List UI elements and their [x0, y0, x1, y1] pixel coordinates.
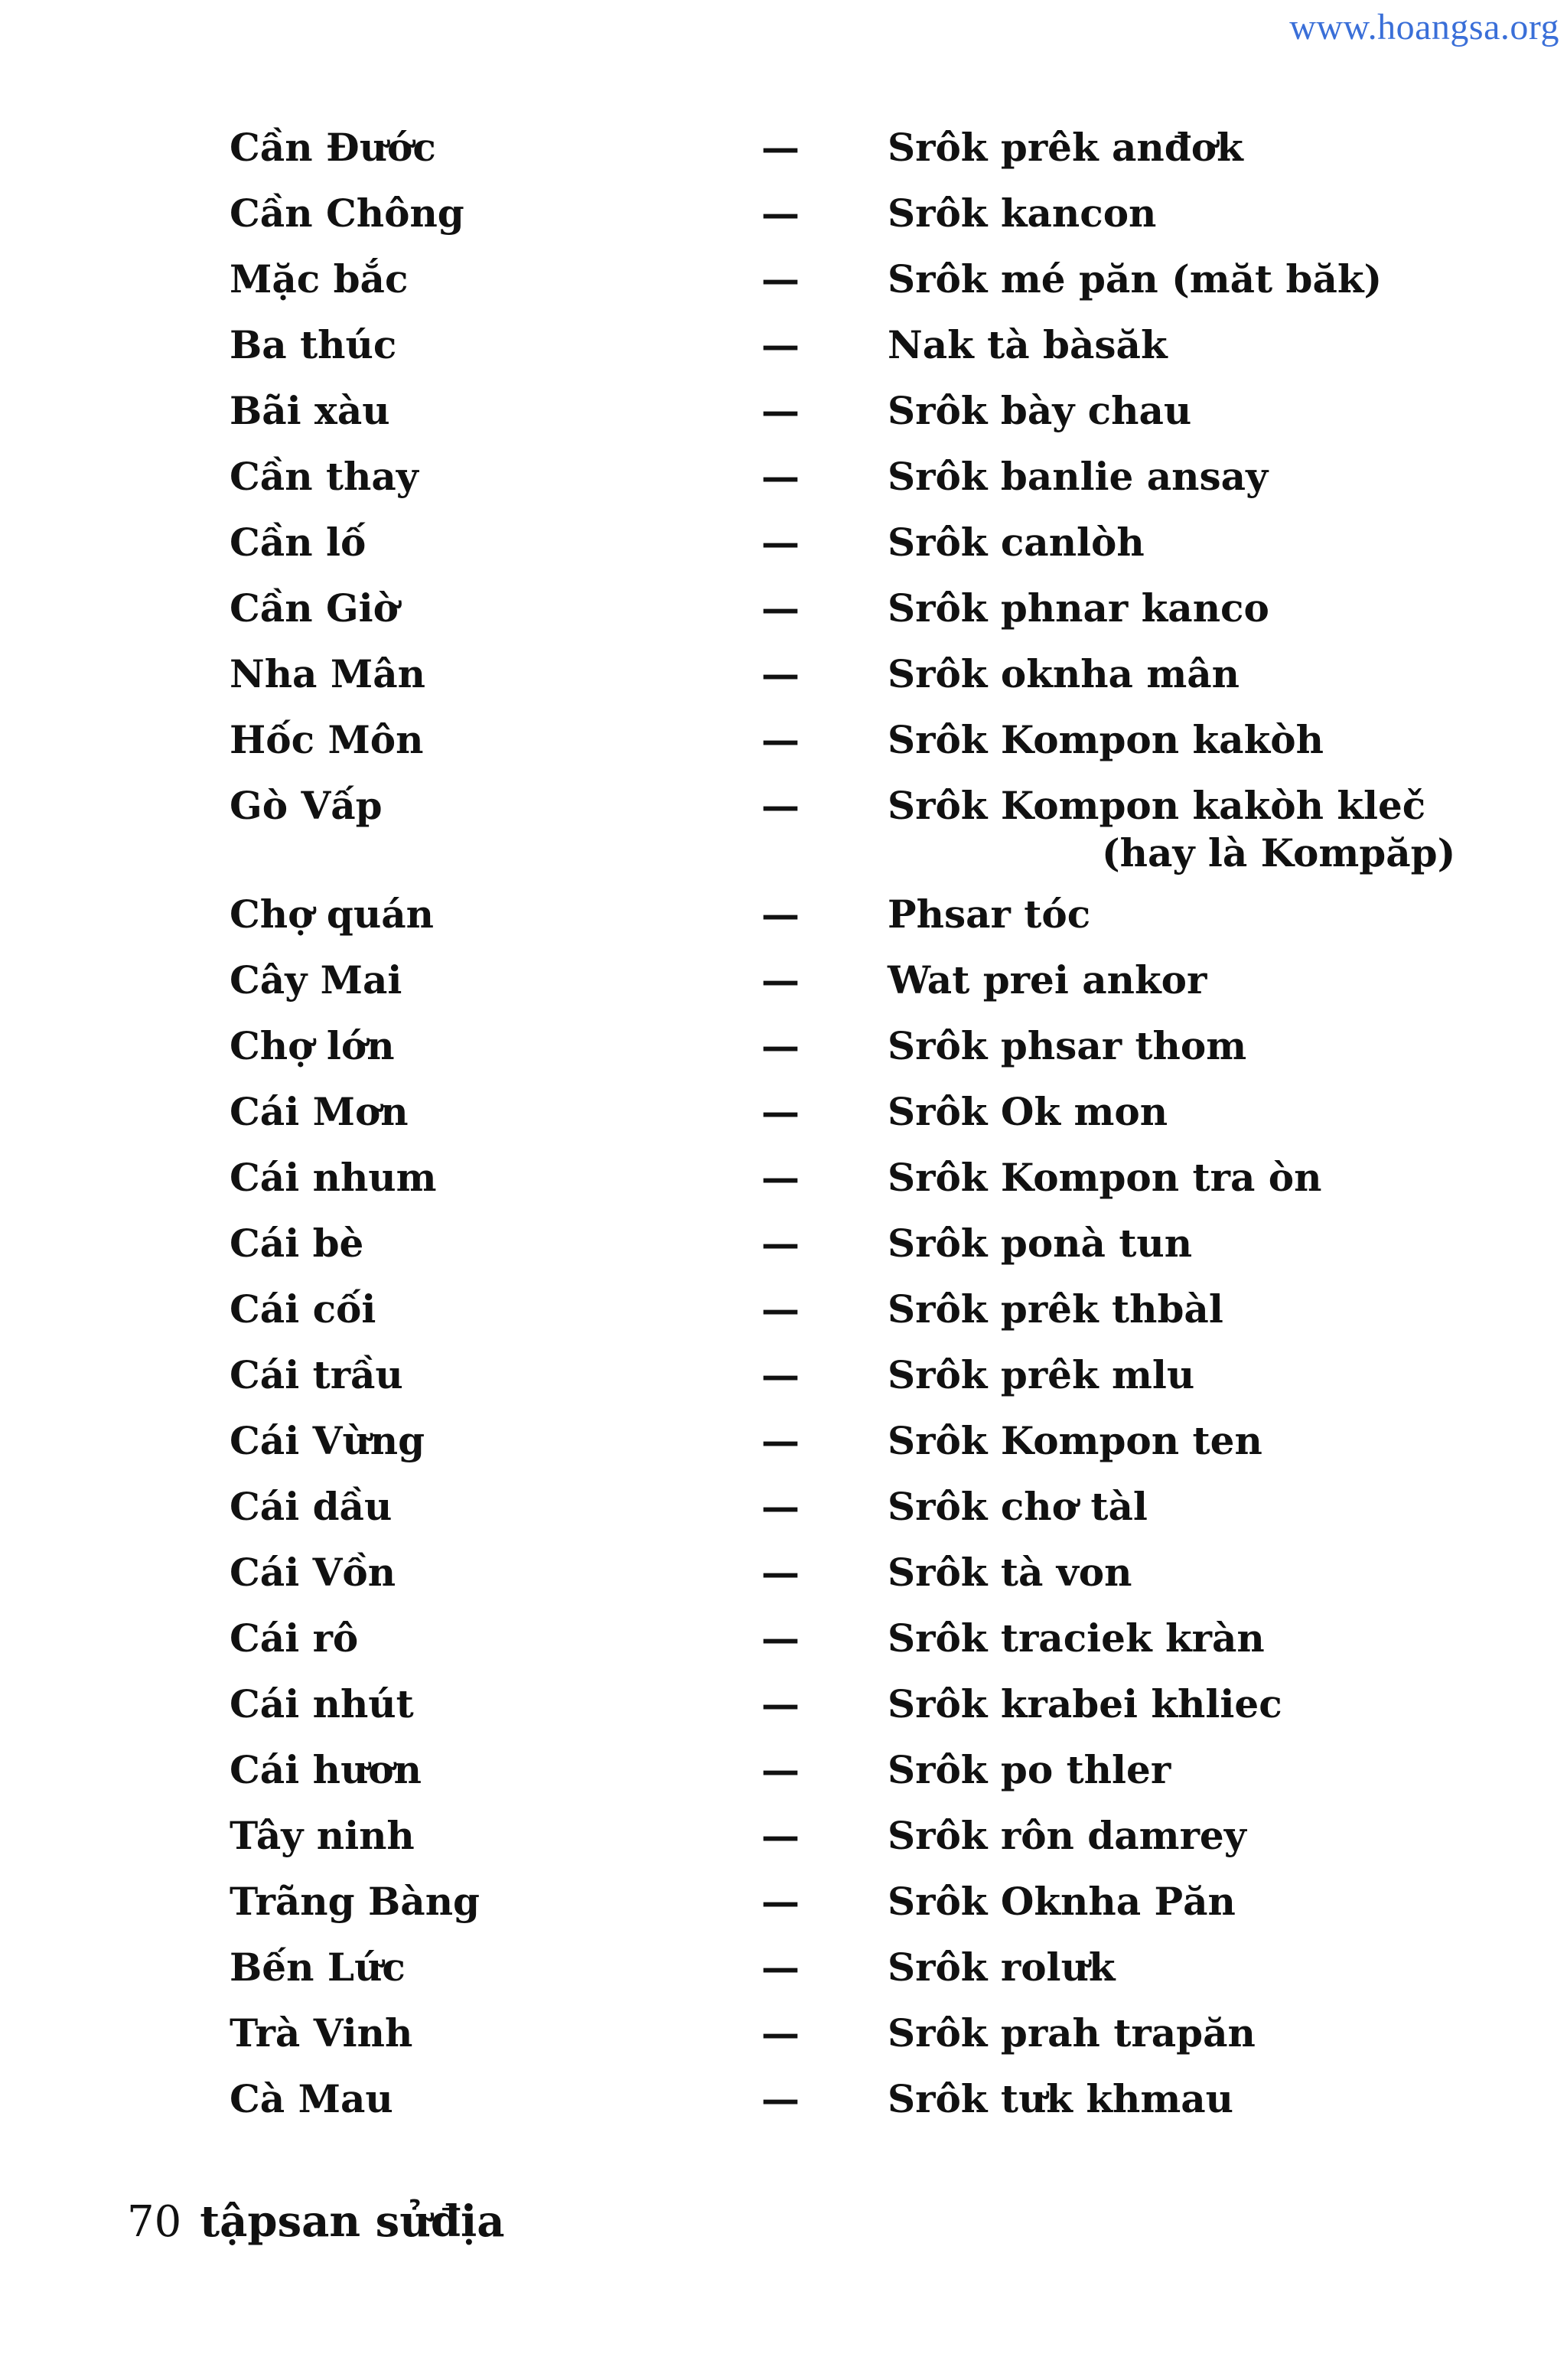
list-item — [230, 641, 1438, 707]
list-item — [230, 444, 1438, 510]
dash-separator: — — [761, 454, 800, 499]
khmer-name: Srôk Kompon tra òn — [888, 1155, 1322, 1200]
vietnamese-name: Cái Vừng — [230, 1418, 425, 1463]
page-number: 70 — [127, 2197, 182, 2247]
dash-separator: — — [761, 322, 800, 367]
dash-separator: — — [761, 585, 800, 631]
dash-separator: — — [761, 957, 800, 1003]
vietnamese-name: Cái Mơn — [230, 1089, 409, 1134]
page-footer — [127, 2196, 505, 2247]
list-item — [230, 312, 1438, 378]
list-item — [230, 181, 1438, 246]
khmer-name: Srôk prêk mlu — [888, 1352, 1195, 1397]
list-item — [230, 1540, 1438, 1606]
khmer-name: Srôk Kompon kakòh — [888, 717, 1324, 762]
list-item — [230, 1671, 1438, 1737]
dash-separator: — — [761, 2076, 800, 2121]
khmer-name: Srôk prah trapăn — [888, 2010, 1256, 2056]
vietnamese-name: Cái dầu — [230, 1484, 393, 1529]
watermark-link[interactable]: www.hoangsa.org — [1289, 7, 1559, 47]
list-item — [230, 1342, 1438, 1408]
list-item — [230, 1211, 1438, 1276]
dash-separator: — — [761, 1286, 800, 1332]
dash-separator: — — [761, 783, 800, 828]
dash-separator: — — [761, 256, 800, 302]
khmer-name: Srôk Kompon kakòh kleč — [888, 783, 1426, 828]
vietnamese-name: Nha Mân — [230, 651, 425, 696]
khmer-name: Srôk tưk khmau — [888, 2076, 1234, 2121]
khmer-name: Srôk krabei khliec — [888, 1681, 1282, 1726]
list-item — [230, 1935, 1438, 2000]
list-item — [230, 947, 1438, 1013]
dash-separator: — — [761, 1615, 800, 1661]
publication-title: tậpsan sửđịa — [200, 2196, 505, 2247]
dash-separator: — — [761, 191, 800, 236]
vietnamese-name: Cần Đước — [230, 125, 436, 170]
place-name-list — [230, 115, 1456, 2132]
list-item — [230, 1013, 1438, 1079]
vietnamese-name: Trãng Bàng — [230, 1879, 481, 1924]
dash-separator: — — [761, 1484, 800, 1529]
vietnamese-name: Cần lố — [230, 520, 367, 565]
vietnamese-name: Chợ quán — [230, 892, 434, 937]
vietnamese-name: Cần thay — [230, 454, 419, 499]
khmer-name: Phsar tóc — [888, 892, 1091, 937]
list-item — [230, 1474, 1438, 1540]
vietnamese-name: Cần Chông — [230, 191, 464, 236]
list-item — [230, 773, 1456, 882]
list-item — [230, 1276, 1438, 1342]
dash-separator: — — [761, 1550, 800, 1595]
list-item — [230, 1079, 1438, 1145]
khmer-name: Srôk bày chau — [888, 388, 1192, 433]
list-item — [230, 1408, 1438, 1474]
khmer-name: Srôk phnar kanco — [888, 585, 1269, 631]
dash-separator: — — [761, 1418, 800, 1463]
khmer-name: Srôk prêk thbàl — [888, 1286, 1223, 1332]
dash-separator: — — [761, 717, 800, 762]
list-item — [230, 1803, 1438, 1869]
vietnamese-name: Cây Mai — [230, 957, 402, 1003]
list-item — [230, 1737, 1438, 1803]
vietnamese-name: Gò Vấp — [230, 783, 383, 828]
vietnamese-name: Bãi xàu — [230, 388, 390, 433]
list-item — [230, 1145, 1438, 1211]
dash-separator: — — [761, 1945, 800, 1990]
khmer-name: Srôk oknha mân — [888, 651, 1240, 696]
khmer-name: Srôk Oknha Păn — [888, 1879, 1236, 1924]
dash-separator: — — [761, 1681, 800, 1726]
list-item — [230, 1869, 1438, 1935]
list-item — [230, 882, 1438, 947]
vietnamese-name: Cái bè — [230, 1221, 364, 1266]
dash-separator: — — [761, 1747, 800, 1792]
list-item — [230, 2000, 1438, 2066]
khmer-name-alternate: (hay là Kompăp) — [1102, 830, 1456, 875]
dash-separator: — — [761, 125, 800, 170]
khmer-name: Srôk tà von — [888, 1550, 1132, 1595]
list-item — [230, 575, 1438, 641]
khmer-name: Srôk canlòh — [888, 520, 1145, 565]
khmer-name: Srôk prêk anđơk — [888, 125, 1243, 170]
list-item — [230, 510, 1438, 575]
vietnamese-name: Hốc Môn — [230, 717, 424, 762]
khmer-name: Srôk po thler — [888, 1747, 1171, 1792]
khmer-name: Srôk rolưk — [888, 1945, 1116, 1990]
vietnamese-name: Cái nhút — [230, 1681, 414, 1726]
vietnamese-name: Cái Vồn — [230, 1550, 396, 1595]
dash-separator: — — [761, 651, 800, 696]
vietnamese-name: Mặc bắc — [230, 256, 409, 302]
dash-separator: — — [761, 520, 800, 565]
dash-separator: — — [761, 388, 800, 433]
khmer-name: Srôk ponà tun — [888, 1221, 1193, 1266]
vietnamese-name: Cái hươn — [230, 1747, 422, 1792]
list-item — [230, 1606, 1438, 1671]
dash-separator: — — [761, 2010, 800, 2056]
dash-separator: — — [761, 1023, 800, 1068]
khmer-name: Srôk banlie ansay — [888, 454, 1269, 499]
vietnamese-name: Cái cối — [230, 1286, 376, 1332]
vietnamese-name: Cái nhum — [230, 1155, 437, 1200]
khmer-name: Wat prei ankor — [888, 957, 1207, 1003]
khmer-name: Nak tà bàsăk — [888, 322, 1168, 367]
dash-separator: — — [761, 1221, 800, 1266]
vietnamese-name: Bến Lức — [230, 1945, 406, 1990]
khmer-name: Srôk rôn damrey — [888, 1813, 1246, 1858]
vietnamese-name: Tây ninh — [230, 1813, 415, 1858]
vietnamese-name: Cà Mau — [230, 2076, 393, 2121]
khmer-name: Srôk phsar thom — [888, 1023, 1247, 1068]
dash-separator: — — [761, 892, 800, 937]
dash-separator: — — [761, 1089, 800, 1134]
vietnamese-name: Cái trầu — [230, 1352, 403, 1397]
list-item — [230, 2066, 1438, 2132]
list-item — [230, 115, 1438, 181]
vietnamese-name: Trà Vinh — [230, 2010, 413, 2056]
vietnamese-name: Cái rô — [230, 1615, 359, 1661]
list-item — [230, 707, 1438, 773]
khmer-name: Srôk Kompon ten — [888, 1418, 1262, 1463]
khmer-name: Srôk kancon — [888, 191, 1157, 236]
vietnamese-name: Cần Giờ — [230, 585, 399, 631]
dash-separator: — — [761, 1352, 800, 1397]
dash-separator: — — [761, 1155, 800, 1200]
list-item — [230, 246, 1438, 312]
vietnamese-name: Chợ lớn — [230, 1023, 395, 1068]
vietnamese-name: Ba thúc — [230, 322, 397, 367]
khmer-name: Srôk traciek kràn — [888, 1615, 1265, 1661]
list-item — [230, 378, 1438, 444]
khmer-name: Srôk chơ tàl — [888, 1484, 1148, 1529]
khmer-name: Srôk mé păn (măt băk) — [888, 256, 1383, 302]
dash-separator: — — [761, 1813, 800, 1858]
dash-separator: — — [761, 1879, 800, 1924]
khmer-name: Srôk Ok mon — [888, 1089, 1168, 1134]
